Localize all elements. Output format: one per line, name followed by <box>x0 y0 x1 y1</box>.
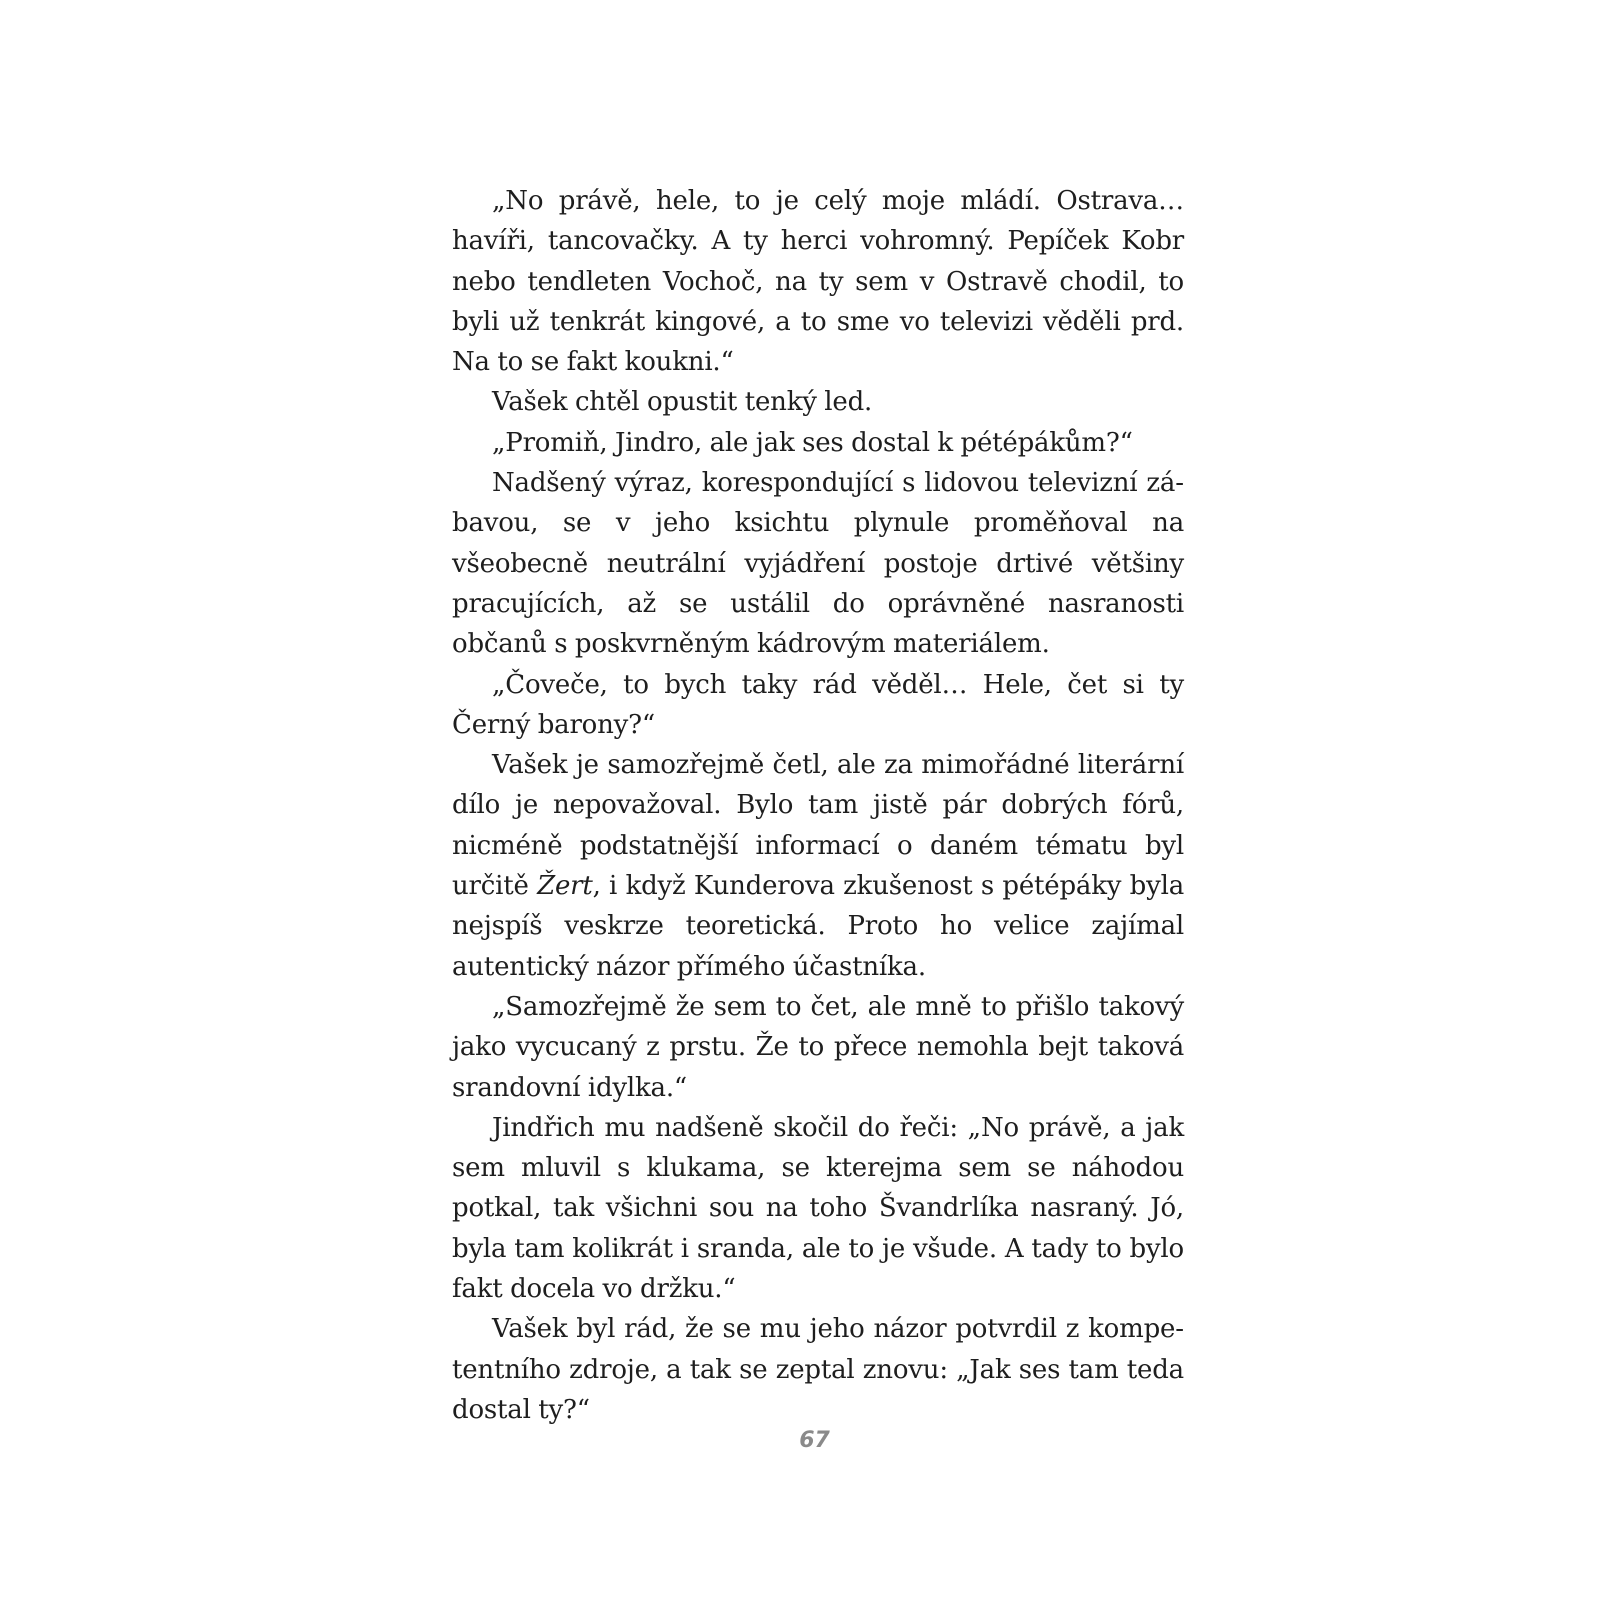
paragraph-8: Jindřich mu nadšeně skočil do řeči: „No právě, a jak sem mluvil s klukama, se kterejma sem se náhodou potkal, tak všichni sou na toho Švandrlíka nasraný. Jó, byla tam kolikrát i sranda, ale to je všude. A tady to bylo fakt docela vo držku.“ <box>452 1112 1184 1305</box>
paragraph-5: „Čoveče, to bych taky rád věděl… Hele, čet si ty Černý barony?“ <box>452 669 1184 740</box>
paragraph-6-after: , i když Kunderova zkušenost s pétépáky byla nejspíš veskrze teoretická. Proto ho velice zajímal autentický názor přímého účastníka. <box>452 871 1184 982</box>
paragraph-3: „Promiň, Jindro, ale jak ses dostal k pétépákům?“ <box>492 427 1133 458</box>
paragraph-4: Nadšený výraz, korespondující s lidovou televizní zábavou, se v jeho ksichtu plynule proměňoval na všeobecně neutrální vyjádření postoje drtivé většiny pracujících, až se ustálil do oprávněné nasranosti občanů s poskvrněným kádrovým materiálem. <box>452 468 1184 660</box>
page-number: 67 <box>799 1428 830 1453</box>
paragraph-6-before: Vašek je samozřejmě četl, ale za mimořádné literární dílo je nepovažoval. Bylo tam jistě pár dobrých fórů, nicméně podstatnější informací o daném tématu byl určitě <box>452 750 1184 902</box>
paragraph-9: Vašek byl rád, že se mu jeho názor potvrdil z kompetentního zdroje, a tak se zeptal znovu: „Jak ses tam teda dostal ty?“ <box>452 1314 1184 1425</box>
book-title-italic: Žert <box>537 871 593 902</box>
paragraph-6 <box>452 745 1184 987</box>
body-text <box>452 181 1184 1430</box>
paragraph-1: „No právě, hele, to je celý moje mládí. Ostrava… havíři, tancovačky. A ty herci vohromný. Pepíček Kobr nebo tendleten Vochoč, na ty sem v Ostravě chodil, to byli už tenkrát kingové, a to sme vo televizi věděli prd. Na to se fakt koukni.“ <box>452 186 1184 378</box>
paragraph-7: „Samozřejmě že sem to čet, ale mně to přišlo takový jako vycucaný z prstu. Že to přece nemohla bejt taková srandovní idylka.“ <box>452 991 1184 1103</box>
paragraph-2: Vašek chtěl opustit tenký led. <box>492 387 873 418</box>
